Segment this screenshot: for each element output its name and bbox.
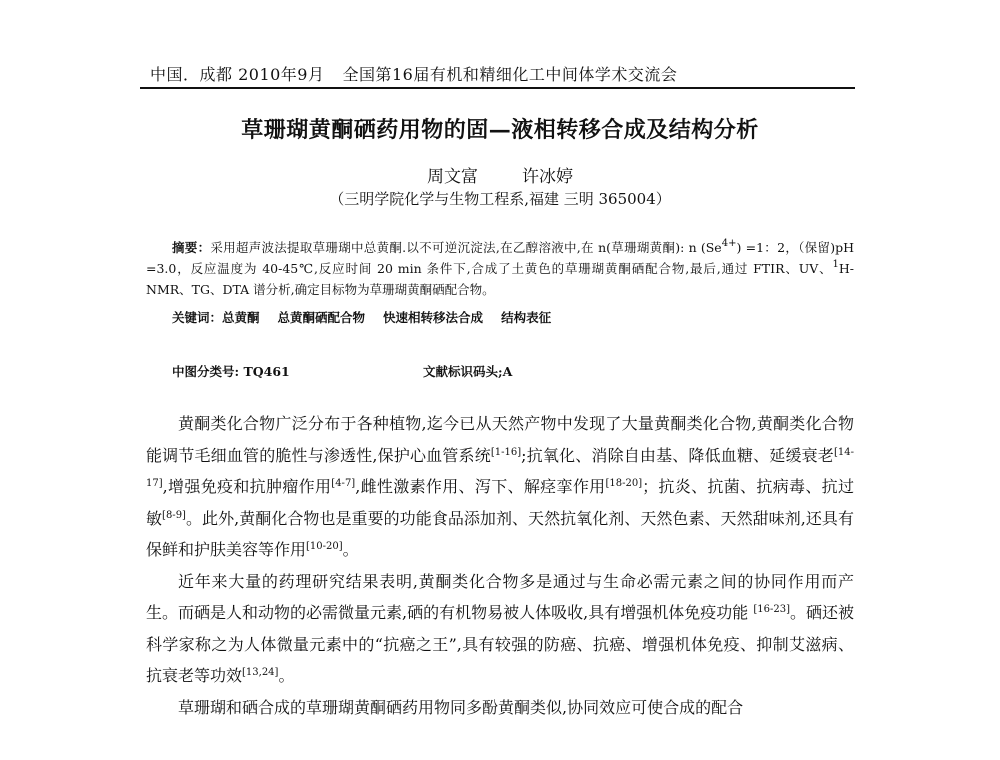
keyword: 快速相转移法合成 — [383, 310, 484, 325]
keyword: 结构表征 — [501, 310, 552, 325]
body-text — [146, 408, 854, 723]
running-header — [150, 62, 860, 85]
text-run: ,雌性激素作用、泻下、解痉挛作用 — [355, 477, 606, 496]
header-location-date: 中国．成都 2010年9月 — [150, 65, 325, 84]
citation: [10-20] — [306, 541, 343, 552]
citation: [4-7] — [331, 478, 356, 489]
paragraph-3 — [146, 692, 854, 724]
keyword: 总黄酮 — [222, 310, 260, 325]
paper-title: 草珊瑚黄酮硒药用物的固—液相转移合成及结构分析 — [241, 117, 759, 143]
text-run: 。此外,黄酮化合物也是重要的功能食品添加剂、天然抗氧化剂、天然色素、天然甜味剂,还具有保鲜和护肤美容等作用 — [146, 508, 854, 559]
doc-code-value: A — [502, 364, 513, 379]
affiliation: （三明学院化学与生物工程系,福建 三明 365004） — [329, 190, 671, 208]
text-run: 。 — [278, 666, 295, 685]
citation: [1-16] — [490, 446, 522, 458]
header-conference: 全国第16届有机和精细化工中间体学术交流会 — [342, 65, 678, 84]
clc-number — [172, 362, 290, 380]
clc-label: 中图分类号: — [172, 364, 244, 379]
text-run: 。 — [342, 540, 359, 559]
citation: [8-9] — [162, 509, 186, 521]
abstract-text-2: ) =1：2，（保留)pH =3.0，反应温度为 40-45℃,反应时间 20 min 条件下,合成了土黄色的草珊瑚黄酮硒配合物,最后,通过 FTIR、UV、 — [146, 240, 854, 276]
abstract-label: 摘要： — [172, 240, 211, 255]
abstract-text-1: 采用超声波法提取草珊瑚中总黄酮.以不可逆沉淀法,在乙醇溶液中,在 n(草珊瑚黄酮): n (Se — [210, 240, 722, 255]
text-run: 近年来大量的药理研究结果表明,黄酮类化合物多是通过与生命必需元素之间的协同作用而产生。而硒是人和动物的必需微量元素,硒的有机物易被人体吸收,具有增强机体免疫功能 — [146, 571, 854, 622]
doc-code-label: 文献标识码头; — [423, 364, 503, 379]
abstract-text-3: H- NMR、TG、DTA 谱分析,确定目标物为草珊瑚黄酮硒配合物。 — [146, 261, 854, 297]
keywords-label: 关键词： — [172, 310, 223, 325]
paragraph-1 — [146, 408, 854, 566]
text-run: ；抗炎、抗菌、抗病毒、抗过敏 — [146, 477, 854, 528]
keyword: 总黄酮硒配合物 — [277, 310, 366, 325]
citation: [18-20] — [605, 478, 643, 489]
text-run: 黄酮类化合物广泛分布于各种植物,迄今已从天然产物中发现了大量黄酮类化合物,黄酮类化合物能调节毛细血管的脆性与渗透性,保护心血管系统 — [146, 414, 854, 465]
keywords — [172, 308, 569, 326]
text-run: ;抗氧化、消除自由基、降低血糖、延缓衰老 — [521, 445, 834, 465]
clc-value: TQ461 — [243, 364, 290, 379]
document-code — [423, 362, 512, 380]
abstract — [146, 237, 854, 300]
authors — [0, 162, 1000, 187]
author-2: 许冰婷 — [522, 167, 573, 187]
citation: [16-23] — [753, 604, 790, 615]
citation: [14-17] — [146, 446, 854, 489]
abstract-superscript: 4+ — [721, 238, 737, 249]
text-run: 。硒还被科学家称之为人体微量元素中的“抗癌之王”,具有较强的防癌、抗癌、增强机体免疫、抑制艾滋病、抗衰老等功效 — [146, 603, 854, 685]
text-run: 草珊瑚和硒合成的草珊瑚黄酮硒药用物同多酚黄酮类似,协同效应可使合成的配合 — [178, 697, 744, 717]
paragraph-2 — [146, 566, 854, 692]
text-run: ,增强免疫和抗肿瘤作用 — [162, 477, 332, 496]
author-1: 周文富 — [427, 167, 478, 187]
nmr-superscript: 1 — [832, 259, 839, 270]
citation: [13,24] — [242, 667, 279, 678]
header-rule — [140, 87, 855, 89]
